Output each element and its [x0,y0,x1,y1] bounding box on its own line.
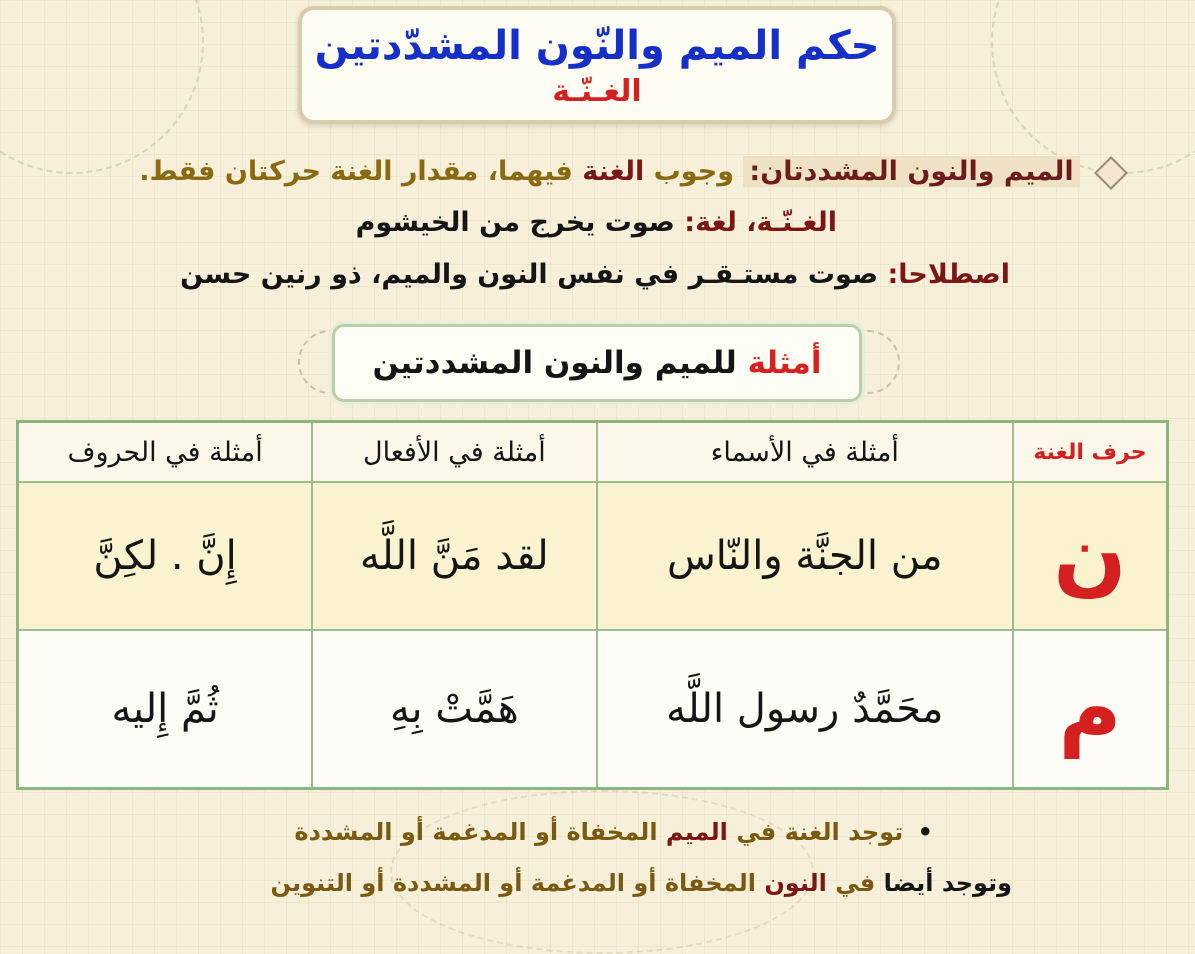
corner-ornament-left [0,0,204,174]
definition-line [139,152,1123,192]
definition-rule-post: فيهما، مقدار الغنة حركتان فقط. [139,156,573,187]
language-label: الغـنّـة، لغة: [684,207,837,238]
note1-fi: في [736,818,777,846]
note2-key: النون [764,869,827,897]
examples-title-rest: للميم والنون المشددتين [372,345,737,381]
bullet-icon: • [917,818,933,846]
note-nun [270,866,1012,900]
note1-pre: توجد الغنة [784,818,904,846]
note1-key: الميم [665,818,728,846]
particle-example: ثُمَّ إِليه [18,630,313,789]
letter-cell: ن [1013,482,1168,630]
definition-rule-key: الغنة [582,156,645,187]
letter-cell: م [1013,630,1168,789]
header-particles: أمثلة في الحروف [18,422,313,483]
note1-post: المخفاة أو المدغمة أو المشددة [294,818,658,846]
title-box [298,6,896,124]
language-line [356,203,837,243]
definition-rule-pre: وجوب [653,156,734,187]
note2-fi: في [835,869,876,897]
noun-example: من الجنَّة والنّاس [597,482,1013,630]
note2-post: المخفاة أو المدغمة أو المشددة أو التنوين [270,869,756,897]
diamond-bullet-icon [1094,156,1128,190]
particle-example: إِنَّ . لكِنَّ [18,482,313,630]
examples-table [16,420,1169,790]
table-header-row [18,422,1168,483]
page-subtitle: الغـنّـة [552,74,642,109]
verb-example: لقد مَنَّ اللَّه [312,482,596,630]
header-letter: حرف الغنة [1013,422,1168,483]
language-text: صوت يخرج من الخيشوم [355,207,675,238]
examples-title-box [332,324,862,402]
page-title: حكم الميم والنّون المشدّدتين [314,23,880,69]
terminology-text: صوت مستـقـر في نفس النون والميم، ذو رنين حسن [180,259,879,290]
header-nouns: أمثلة في الأسماء [597,422,1013,483]
definition-term: الميم والنون المشددتان: [743,156,1079,187]
noun-example: محَمَّدٌ رسول اللَّه [597,630,1013,789]
verb-example: هَمَّتْ بِهِ [312,630,596,789]
terminology-line [180,255,1010,295]
note2-pre: وتوجد أيضا [883,869,1012,897]
terminology-label: اصطلاحا: [887,259,1010,290]
examples-title-highlight: أمثلة [747,345,822,381]
table-row [18,630,1168,789]
note-mim [294,815,933,849]
corner-ornament-right [991,0,1195,174]
header-verbs: أمثلة في الأفعال [312,422,596,483]
table-row [18,482,1168,630]
